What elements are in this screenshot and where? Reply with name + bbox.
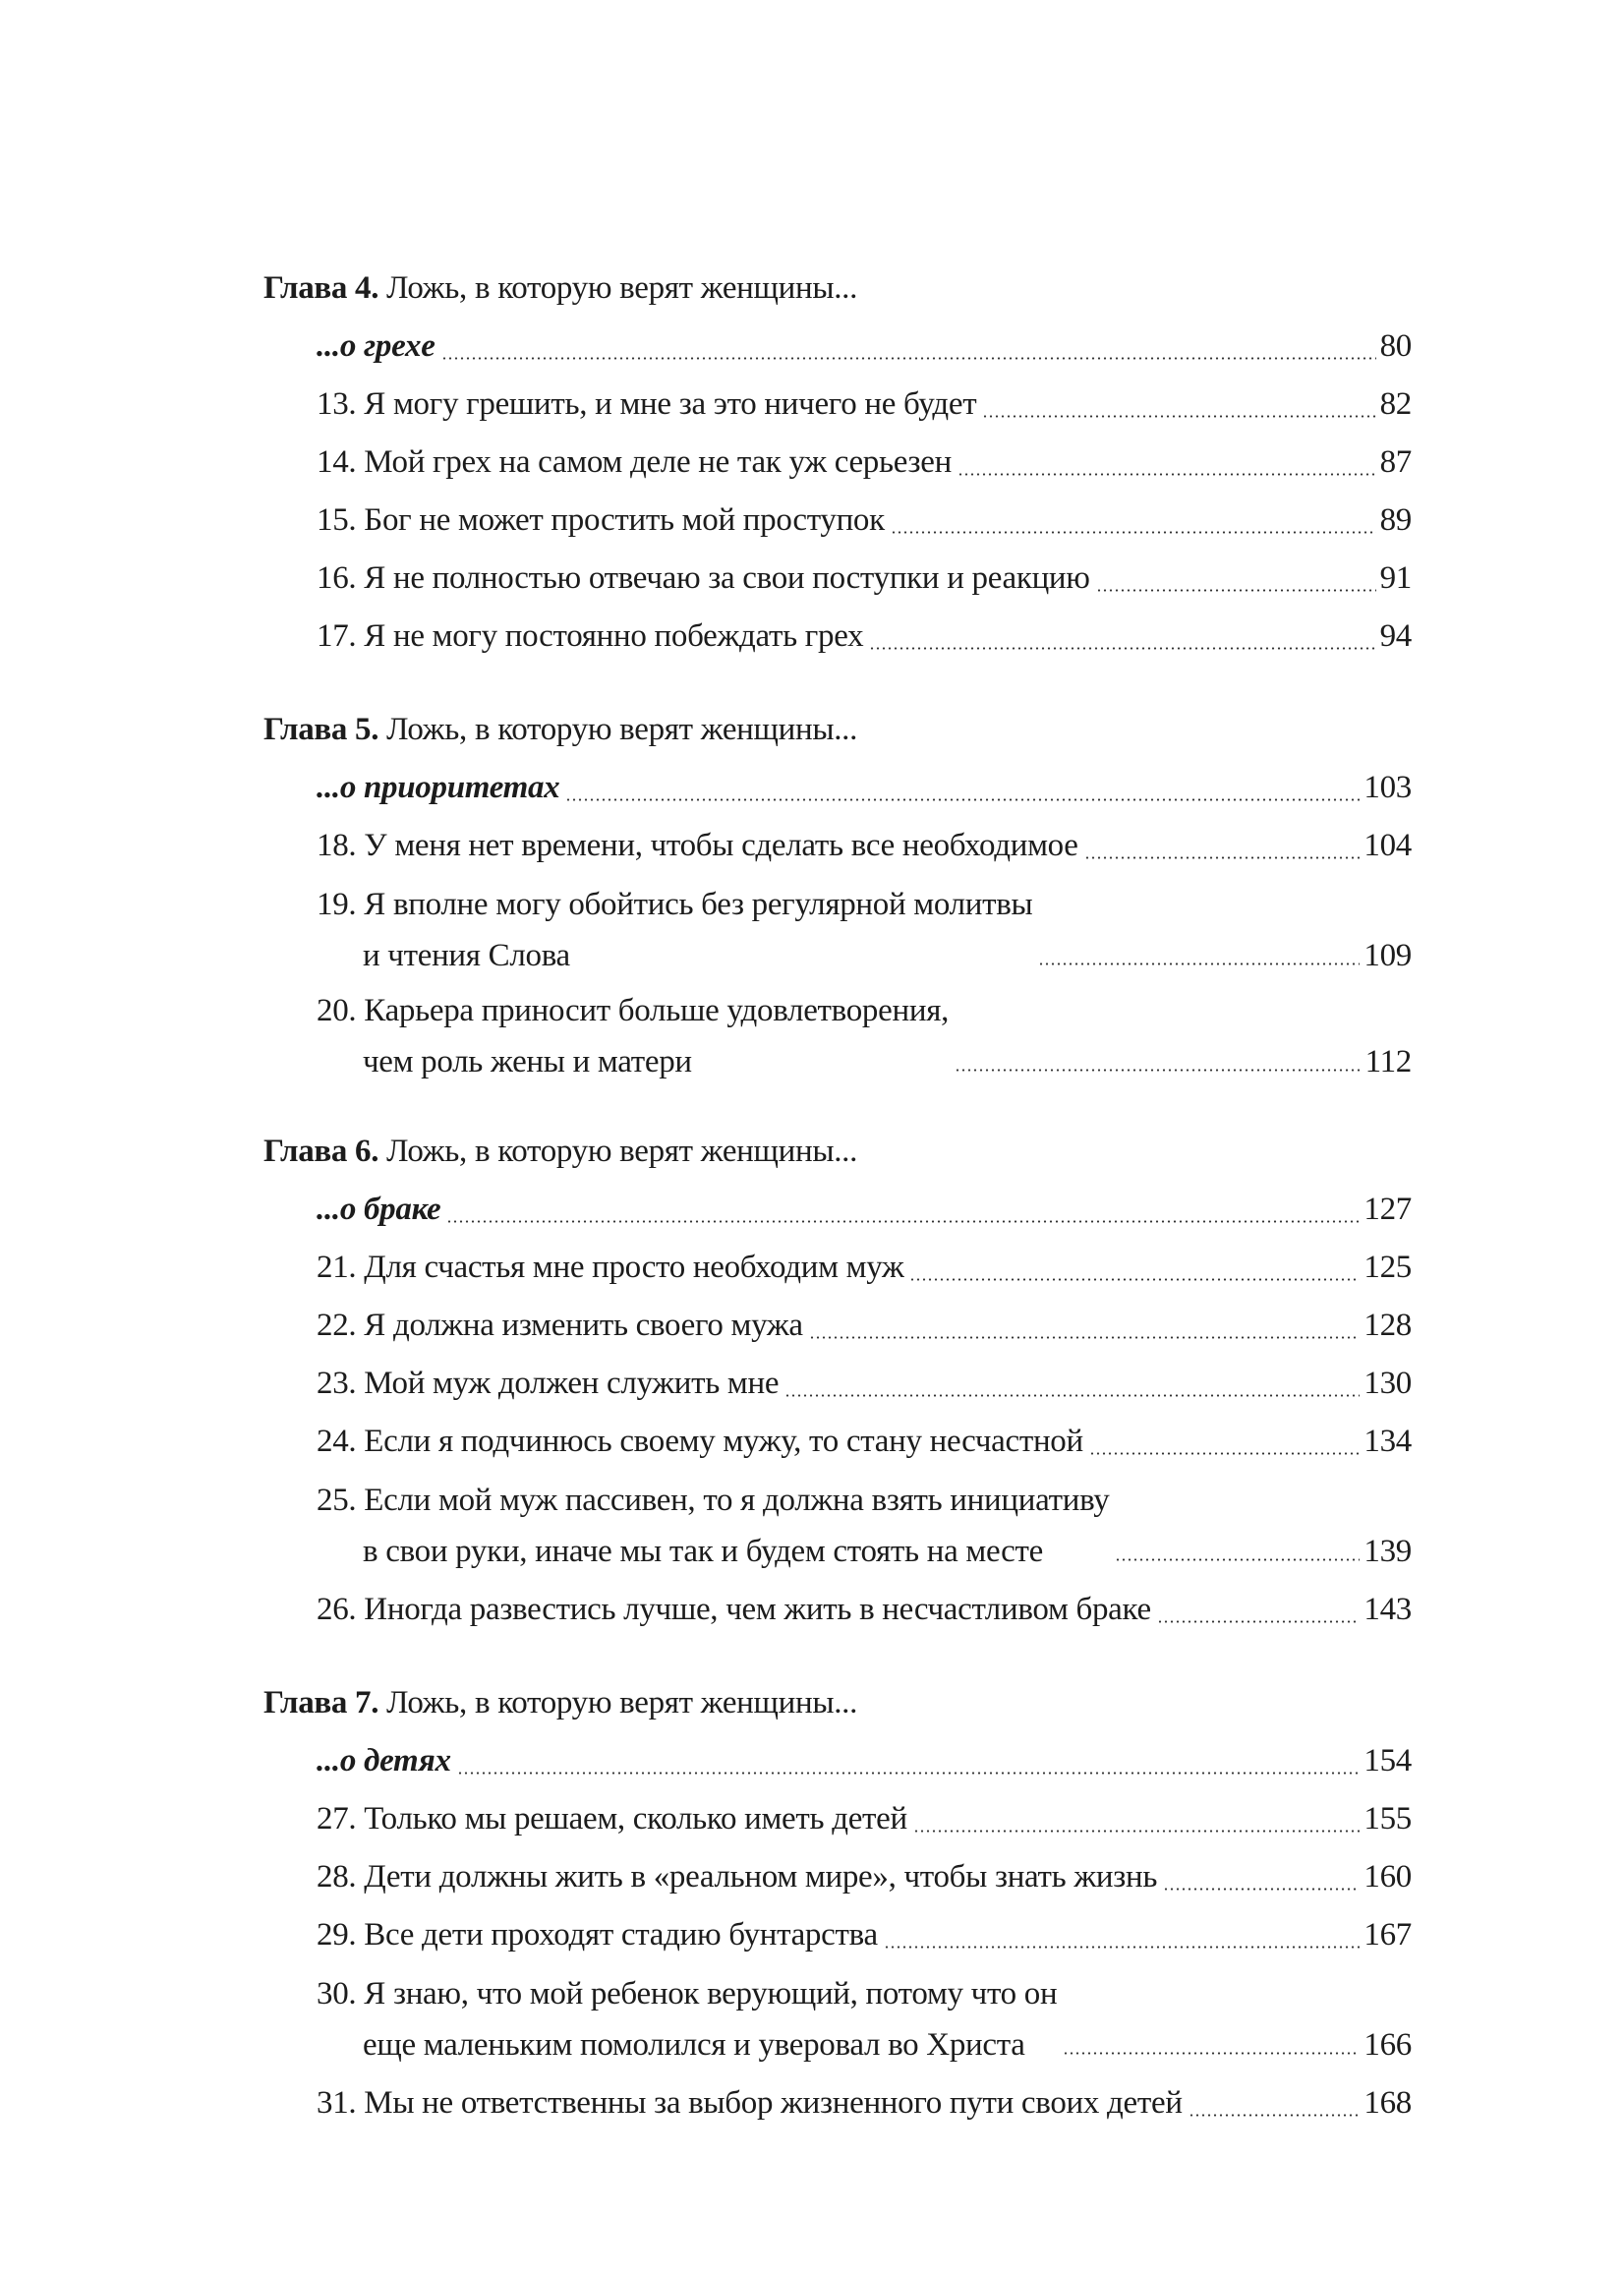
toc-entry-line: 19. Я вполне могу обойтись без регулярной молитвы [317, 887, 1033, 922]
dot-leader [784, 1394, 1360, 1397]
toc-entry-line: 14. Мой грех на самом деле не так уж серьезен [317, 444, 952, 480]
toc-entry-label [317, 492, 885, 550]
toc-entry-label [317, 2074, 1183, 2132]
dot-leader [1115, 1558, 1360, 1561]
toc-entry-line: 16. Я не полностью отвечаю за свои поступки и реакцию [317, 560, 1090, 596]
toc-entry-label [317, 1848, 1157, 1906]
toc-entry-line: 15. Бог не может простить мой проступок [317, 502, 885, 538]
toc-entry-label [317, 550, 1090, 608]
toc-entry[interactable] [263, 434, 1412, 492]
toc-entry-line: 17. Я не могу постоянно побеждать грех [317, 618, 864, 654]
dot-leader [1038, 962, 1360, 965]
page-number: 130 [1363, 1366, 1412, 1401]
toc-chapter [263, 701, 1412, 1087]
dot-leader [457, 1772, 1361, 1775]
dot-leader [1157, 1620, 1361, 1623]
toc-entry[interactable] [263, 550, 1412, 608]
toc-chapter [263, 1123, 1412, 1639]
dot-leader [446, 1220, 1360, 1223]
page-number: 112 [1364, 1044, 1412, 1079]
chapter-number: Глава 6. [263, 1134, 379, 1169]
chapter-subtitle-entry[interactable] [263, 318, 1412, 376]
page-number: 125 [1363, 1250, 1412, 1285]
toc-entry-label [317, 1297, 803, 1355]
toc-entry-label [317, 1790, 907, 1848]
dot-leader [884, 1946, 1361, 1949]
toc-entry[interactable] [263, 492, 1412, 550]
chapter-title: Ложь, в которую верят женщины... [386, 1134, 858, 1169]
page-number: 139 [1363, 1534, 1412, 1569]
dot-leader [1084, 856, 1361, 859]
toc-entry[interactable] [263, 1475, 1412, 1577]
toc-entry-label [317, 985, 949, 1087]
toc-entry-line: 27. Только мы решаем, сколько иметь детей [317, 1801, 907, 1837]
toc-entry-line: 26. Иногда развестись лучше, чем жить в несчастливом браке [317, 1592, 1151, 1627]
chapter-number: Глава 7. [263, 1685, 379, 1720]
toc-entry-continuation: в свои руки, иначе мы так и будем стоять на месте [363, 1534, 1043, 1569]
toc-chapter [263, 260, 1412, 666]
toc-entry[interactable] [263, 985, 1412, 1087]
page-number: 127 [1363, 1192, 1412, 1227]
page-number: 80 [1379, 328, 1412, 364]
page-number: 168 [1363, 2085, 1412, 2121]
toc-entry-line: 29. Все дети проходят стадию бунтарства [317, 1917, 878, 1953]
toc-entry-line: 24. Если я подчинюсь своему мужу, то стану несчастной [317, 1424, 1083, 1459]
page-number: 134 [1363, 1424, 1412, 1459]
chapter-heading [263, 701, 1412, 759]
toc-entry-line: 23. Мой муж должен служить мне [317, 1366, 780, 1401]
toc-entry-label [317, 608, 863, 666]
page-number: 91 [1379, 560, 1412, 596]
toc-entry-label [317, 318, 435, 376]
chapter-subtitle-entry[interactable] [263, 1181, 1412, 1239]
toc-entry-label [317, 817, 1078, 875]
page-number: 94 [1379, 618, 1412, 654]
toc-entry-line: 13. Я могу грешить, и мне за это ничего не будет [317, 386, 977, 422]
toc-entry-line: 18. У меня нет времени, чтобы сделать все необходимое [317, 828, 1078, 863]
chapter-heading [263, 260, 1412, 318]
chapter-number: Глава 4. [263, 270, 379, 306]
toc-entry-continuation: еще маленьким помолился и уверовал во Христа [363, 2027, 1025, 2063]
toc-entry[interactable] [263, 376, 1412, 434]
chapter-subtitle-entry[interactable] [263, 1732, 1412, 1790]
dot-leader [565, 798, 1360, 801]
dot-leader [1163, 1888, 1360, 1891]
toc-entry-line: 22. Я должна изменить своего мужа [317, 1308, 803, 1343]
chapter-heading [263, 1674, 1412, 1732]
toc-entry[interactable] [263, 1355, 1412, 1413]
toc-chapter [263, 1674, 1412, 2132]
toc-entry-line: ...о детях [317, 1743, 451, 1778]
toc-entry-label [317, 1968, 1057, 2070]
dot-leader [913, 1830, 1361, 1833]
dot-leader [809, 1336, 1361, 1339]
toc-entry-label [317, 1581, 1151, 1639]
dot-leader [909, 1278, 1360, 1281]
dot-leader [1096, 589, 1376, 592]
chapter-heading [263, 1123, 1412, 1181]
toc-entry[interactable] [263, 1968, 1412, 2070]
toc-entry[interactable] [263, 608, 1412, 666]
page-number: 155 [1363, 1801, 1412, 1837]
toc-entry-label [317, 376, 976, 434]
page-number: 154 [1363, 1743, 1412, 1778]
page-number: 166 [1363, 2027, 1412, 2063]
page-number: 143 [1363, 1592, 1412, 1627]
toc-entry-label [317, 1413, 1083, 1471]
toc-entry-label [317, 1475, 1109, 1577]
toc-entry-line: 25. Если мой муж пассивен, то я должна взять инициативу [317, 1483, 1110, 1518]
page-number: 89 [1379, 502, 1412, 538]
toc-entry[interactable] [263, 1848, 1412, 1906]
dot-leader [1089, 1452, 1361, 1455]
chapter-number: Глава 5. [263, 712, 379, 747]
dot-leader [982, 415, 1375, 418]
toc-entry-label [317, 1239, 903, 1297]
page-number: 128 [1363, 1308, 1412, 1343]
page-number: 109 [1363, 938, 1412, 973]
toc-entry-line: ...о браке [317, 1192, 441, 1227]
toc-entry[interactable] [263, 1239, 1412, 1297]
toc-entry-label [317, 1355, 779, 1413]
page-number: 87 [1379, 444, 1412, 480]
dot-leader [869, 647, 1375, 650]
toc-entry-continuation: чем роль жены и матери [363, 1044, 692, 1079]
toc-entry-line: 20. Карьера приносит больше удовлетворения, [317, 993, 950, 1028]
dot-leader [955, 1069, 1362, 1072]
page-number: 160 [1363, 1859, 1412, 1895]
toc-entry[interactable] [263, 1581, 1412, 1639]
page-number: 104 [1363, 828, 1412, 863]
page-number: 103 [1363, 770, 1412, 805]
toc-entry[interactable] [263, 1790, 1412, 1848]
toc-entry-label [317, 759, 559, 817]
toc-entry-line: 28. Дети должны жить в «реальном мире», чтобы знать жизнь [317, 1859, 1158, 1895]
toc-entry[interactable] [263, 1413, 1412, 1471]
toc-entry-line: ...о приоритетах [317, 770, 560, 805]
page-number: 82 [1379, 386, 1412, 422]
toc-entry-line: ...о грехе [317, 328, 435, 364]
dot-leader [891, 531, 1376, 534]
chapter-subtitle-entry[interactable] [263, 759, 1412, 817]
chapter-title: Ложь, в которую верят женщины... [386, 270, 858, 306]
toc-entry-label [317, 1732, 451, 1790]
toc-entry-continuation: и чтения Слова [363, 938, 570, 973]
toc-entry-line: 30. Я знаю, что мой ребенок верующий, потому что он [317, 1976, 1058, 2012]
toc-entry[interactable] [263, 1297, 1412, 1355]
dot-leader [441, 357, 1376, 360]
toc-entry-label [317, 434, 952, 492]
dot-leader [1063, 2052, 1360, 2055]
toc-entry-label [317, 879, 1032, 981]
toc-entry-line: 21. Для счастья мне просто необходим муж [317, 1250, 904, 1285]
page-number: 167 [1363, 1917, 1412, 1953]
toc-entry-label [317, 1181, 440, 1239]
dot-leader [1189, 2114, 1361, 2117]
table-of-contents [263, 260, 1412, 2168]
toc-entry[interactable] [263, 2074, 1412, 2132]
chapter-title: Ложь, в которую верят женщины... [386, 1685, 858, 1720]
toc-entry-line: 31. Мы не ответственны за выбор жизненного пути своих детей [317, 2085, 1183, 2121]
toc-entry[interactable] [263, 1906, 1412, 1964]
toc-entry[interactable] [263, 817, 1412, 875]
chapter-title: Ложь, в которую верят женщины... [386, 712, 858, 747]
toc-entry[interactable] [263, 879, 1412, 981]
toc-entry-label [317, 1906, 878, 1964]
dot-leader [957, 473, 1376, 476]
